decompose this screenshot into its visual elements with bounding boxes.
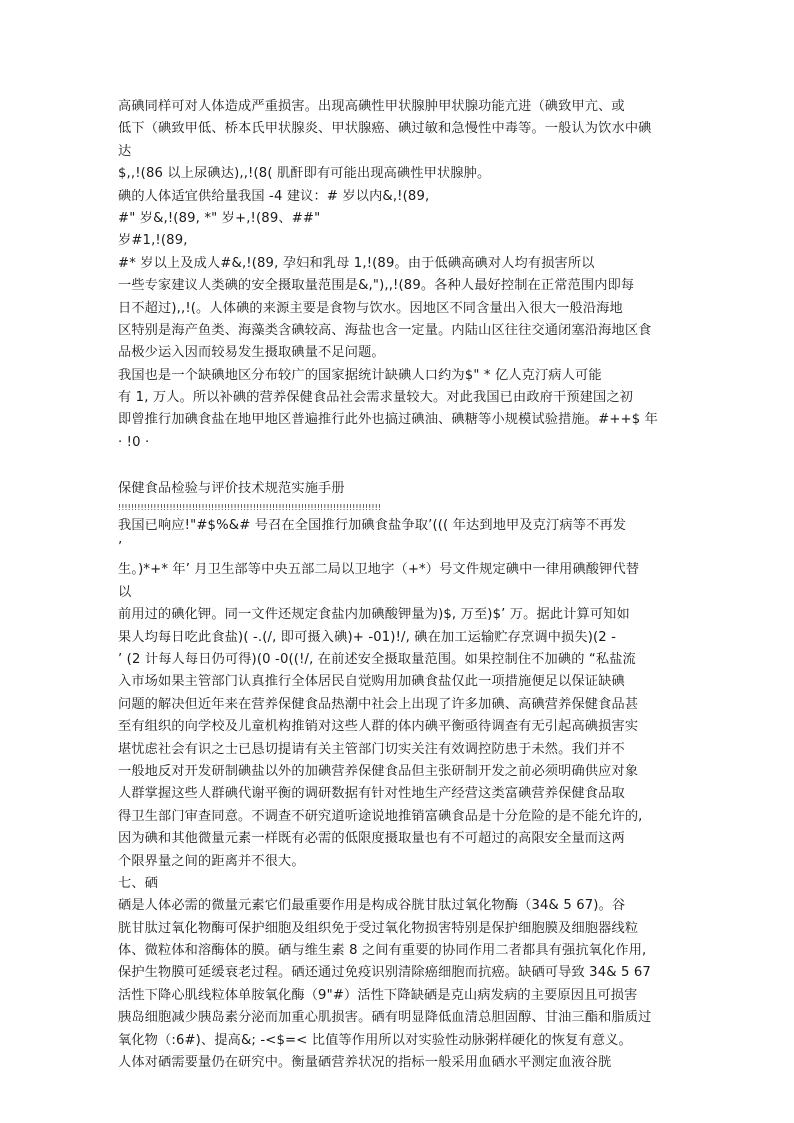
paragraph-block-iodine [118, 96, 698, 454]
text-line: 碘的人体适宜供给量我国 -4 建议：# 岁以内&,!(89, [118, 188, 430, 204]
text-line: #* 岁以上及成人#&,!(89, 孕妇和乳母 1,!(89。由于低碘高碘对人均有损害所以 [118, 255, 595, 271]
text-line: 区特别是海产鱼类、海藻类含碘较高、海盐也含一定量。内陆山区往往交通闭塞沿海地区食 [118, 322, 652, 338]
text-line: 果人均每日吃此食盐)( -.(/, 即可摄入碘)+ -01)!/, 碘在加工运输贮存烹调中损失)(2 - [118, 629, 617, 645]
page-number: · !0 · [118, 434, 150, 450]
section-heading: 七、硒 [118, 875, 159, 891]
text-line: 问题的解决但近年来在营养保健食品热潮中社会上出现了许多加碘、高碘营养保健食品甚 [118, 696, 639, 712]
text-line: 生。)*+* 年’ 月卫生部等中央五部二局以卫地字（+*）号文件规定碘中一律用碘酸钾代替 [118, 562, 640, 578]
page-break-gap [118, 454, 698, 476]
text-line: 一般地反对开发研制碘盐以外的加碘营养保健食品但主张研制开发之前必须明确供应对象 [118, 763, 639, 779]
text-line: 一些专家建议人类碘的安全摄取量范围是&,"),,!(89。各种人最好控制在正常范围内即每 [118, 278, 635, 294]
text-line: 至有组织的向学校及儿童机构推销对这些人群的体内碘平衡亟待调查有无引起高碘损害实 [118, 719, 639, 735]
text-line: 前用过的碘化钾。同一文件还规定食盐内加碘酸钾量为)$, 万至)$’ 万。据此计算可知如 [118, 607, 630, 623]
text-line: 日不超过),,!(。人体碘的来源主要是食物与饮水。因地区不同含量出入很大一般沿海地 [118, 300, 623, 316]
text-line: 硒是人体必需的微量元素它们最重要作用是构成谷胱甘肽过氧化物酶（34& 5 67)。谷 [118, 898, 626, 914]
text-line: #" 岁&,!(89, *" 岁+,!(89、##" [118, 210, 321, 226]
text-line: 有 1, 万人。所以补碘的营养保健食品社会需求量较大。对此我国已由政府干预建国之初 [118, 390, 634, 406]
text-line: 体、微粒体和溶酶体的膜。硒与维生素 8 之间有重要的协同作用二者都具有强抗氧化作用, [118, 943, 647, 959]
text-line: 胱甘肽过氧化物酶可保护细胞及组织免于受过氧化物损害特别是保护细胞膜及细胞器线粒 [118, 920, 639, 936]
text-line: $,,!(86 以上尿碘达),,!(8( 肌酐即有可能出现高碘性甲状腺肿。 [118, 166, 491, 182]
text-line: 入市场如果主管部门认真推行全体居民自觉购用加碘食盐仅此一项措施便足以保证缺碘 [118, 674, 625, 690]
text-line: 得卫生部门审查同意。不调查不研究道听途说地推销富碘食品是十分危险的是不能允许的, [118, 808, 643, 824]
text-line: ’ [118, 540, 123, 556]
text-line: 低下（碘致甲低、桥本氏甲状腺炎、甲状腺癌、碘过敏和急慢性中毒等。一般认为饮水中碘 [118, 121, 652, 137]
text-line: 因为碘和其他微量元素一样既有必需的低限度摄取量也有不可超过的高限安全量而这两 [118, 831, 625, 847]
text-line: ’ (2 计每人每日仍可得)(0 -0((!/, 在前述安全摄取量范围。如果控制住不加碘的 “私盐流 [118, 651, 636, 667]
text-line: 高碘同样可对人体造成严重损害。出现高碘性甲状腺肿甲状腺功能亢进（碘致甲亢、或 [118, 99, 625, 114]
header-rule: !!!!!!!!!!!!!!!!!!!!!!!!!!!!!!!!!!!!!!!!!!!!!!!!!!!!!!!!!!!!!!!!!!!!!!!!!!!!!!!!!! [118, 502, 381, 512]
text-line: 岁#1,!(89, [118, 233, 188, 249]
text-line: 达 [118, 143, 132, 159]
text-line: 堪忧虑社会有识之士已恳切提请有关主管部门切实关注有效调控防患于未然。我们并不 [118, 741, 625, 757]
text-line: 氧化物（:6#)、提高&; -<$=< 比值等作用所以对实验性动脉粥样硬化的恢复有意义。 [118, 1032, 632, 1048]
text-line: 以 [118, 584, 132, 600]
text-line: 活性下降心肌线粒体单胺氧化酶（9"#）活性下降缺硒是克山病发病的主要原因且可损害 [118, 987, 638, 1003]
document-page [118, 96, 698, 1074]
text-line: 我国也是一个缺碘地区分布较广的国家据统计缺碘人口约为$" * 亿人克汀病人可能 [118, 367, 602, 383]
text-line: 品极少运入因而较易发生摄取碘量不足问题。 [118, 345, 385, 361]
text-line: 胰岛细胞减少胰岛素分泌而加重心肌损害。硒有明显降低血清总胆固醇、甘油三酯和脂质过 [118, 1010, 652, 1026]
text-line: 保护生物膜可延缓衰老过程。硒还通过免疫识别清除癌细胞而抗癌。缺硒可导致 34& 5 67 [118, 965, 651, 981]
running-header-title: 保健食品检验与评价技术规范实施手册 [118, 481, 345, 497]
text-line: 人群掌握这些人群碘代谢平衡的调研数据有针对性地生产经营这类富碘营养保健食品取 [118, 786, 625, 802]
text-line: 即曾推行加碘食盐在地甲地区普遍推行此外也搞过碘油、碘糖等小规模试验措施。#++$ 年 [118, 412, 658, 428]
paragraph-block-selenium [118, 515, 698, 1075]
text-line: 人体对硒需要量仍在研究中。衡量硒营养状况的指标一般采用血硒水平测定血液谷胱 [118, 1055, 612, 1071]
text-line: 个限界量之间的距离并不很大。 [118, 853, 305, 869]
text-line: 我国已响应!"#$%&# 号召在全国推行加碘食盐争取’((( 年达到地甲及克汀病等不再发 [118, 517, 627, 533]
